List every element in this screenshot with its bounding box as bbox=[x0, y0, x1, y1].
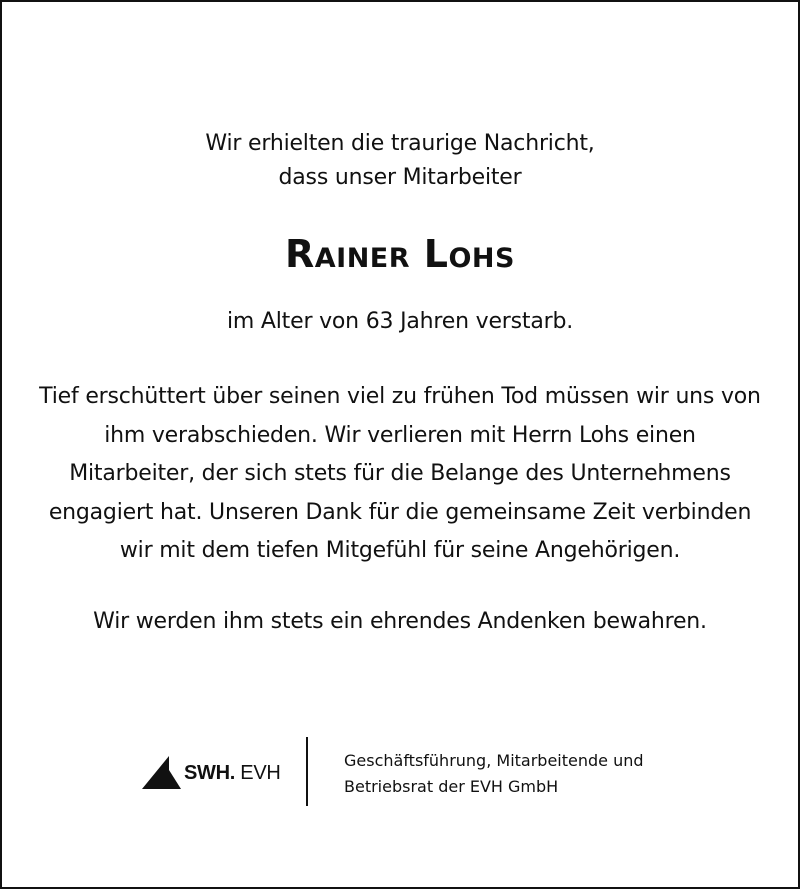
tribute-line-2: ihm verabschieden. Wir verlieren mit Herrn Lohs einen bbox=[104, 422, 696, 448]
tribute-line-1: Tief erschüttert über seinen viel zu frühen Tod müssen wir uns von bbox=[39, 384, 761, 409]
intro-line-1: Wir erhielten die traurige Nachricht, bbox=[205, 131, 595, 156]
company-logo bbox=[142, 756, 281, 790]
intro-text bbox=[0, 127, 800, 195]
tribute-line-5: wir mit dem tiefen Mitgefühl für seine Angehörigen. bbox=[119, 538, 681, 563]
logo-unit: EVH bbox=[240, 761, 281, 784]
signature-block bbox=[344, 748, 644, 800]
logo-wordmark bbox=[184, 762, 281, 785]
deceased-name: Rainer Lohs bbox=[285, 232, 515, 276]
tribute-line-4: engagiert hat. Unseren Dank für die gemeinsame Zeit verbinden bbox=[48, 499, 752, 525]
triangle-logo-icon bbox=[142, 756, 182, 790]
footer-divider bbox=[306, 737, 308, 806]
closing-line: Wir werden ihm stets ein ehrendes Andenken bewahren. bbox=[93, 609, 707, 634]
intro-line-2: dass unser Mitarbeiter bbox=[278, 165, 522, 190]
logo-brand: SWH. bbox=[184, 761, 236, 784]
signature-line-1: Geschäftsführung, Mitarbeitende und bbox=[344, 751, 644, 770]
tribute-paragraph bbox=[0, 378, 800, 571]
tribute-line-3: Mitarbeiter, der sich stets für die Belange des Unternehmens bbox=[69, 461, 731, 486]
age-line: im Alter von 63 Jahren verstarb. bbox=[226, 309, 574, 334]
signature-line-2: Betriebsrat der EVH GmbH bbox=[344, 777, 559, 796]
